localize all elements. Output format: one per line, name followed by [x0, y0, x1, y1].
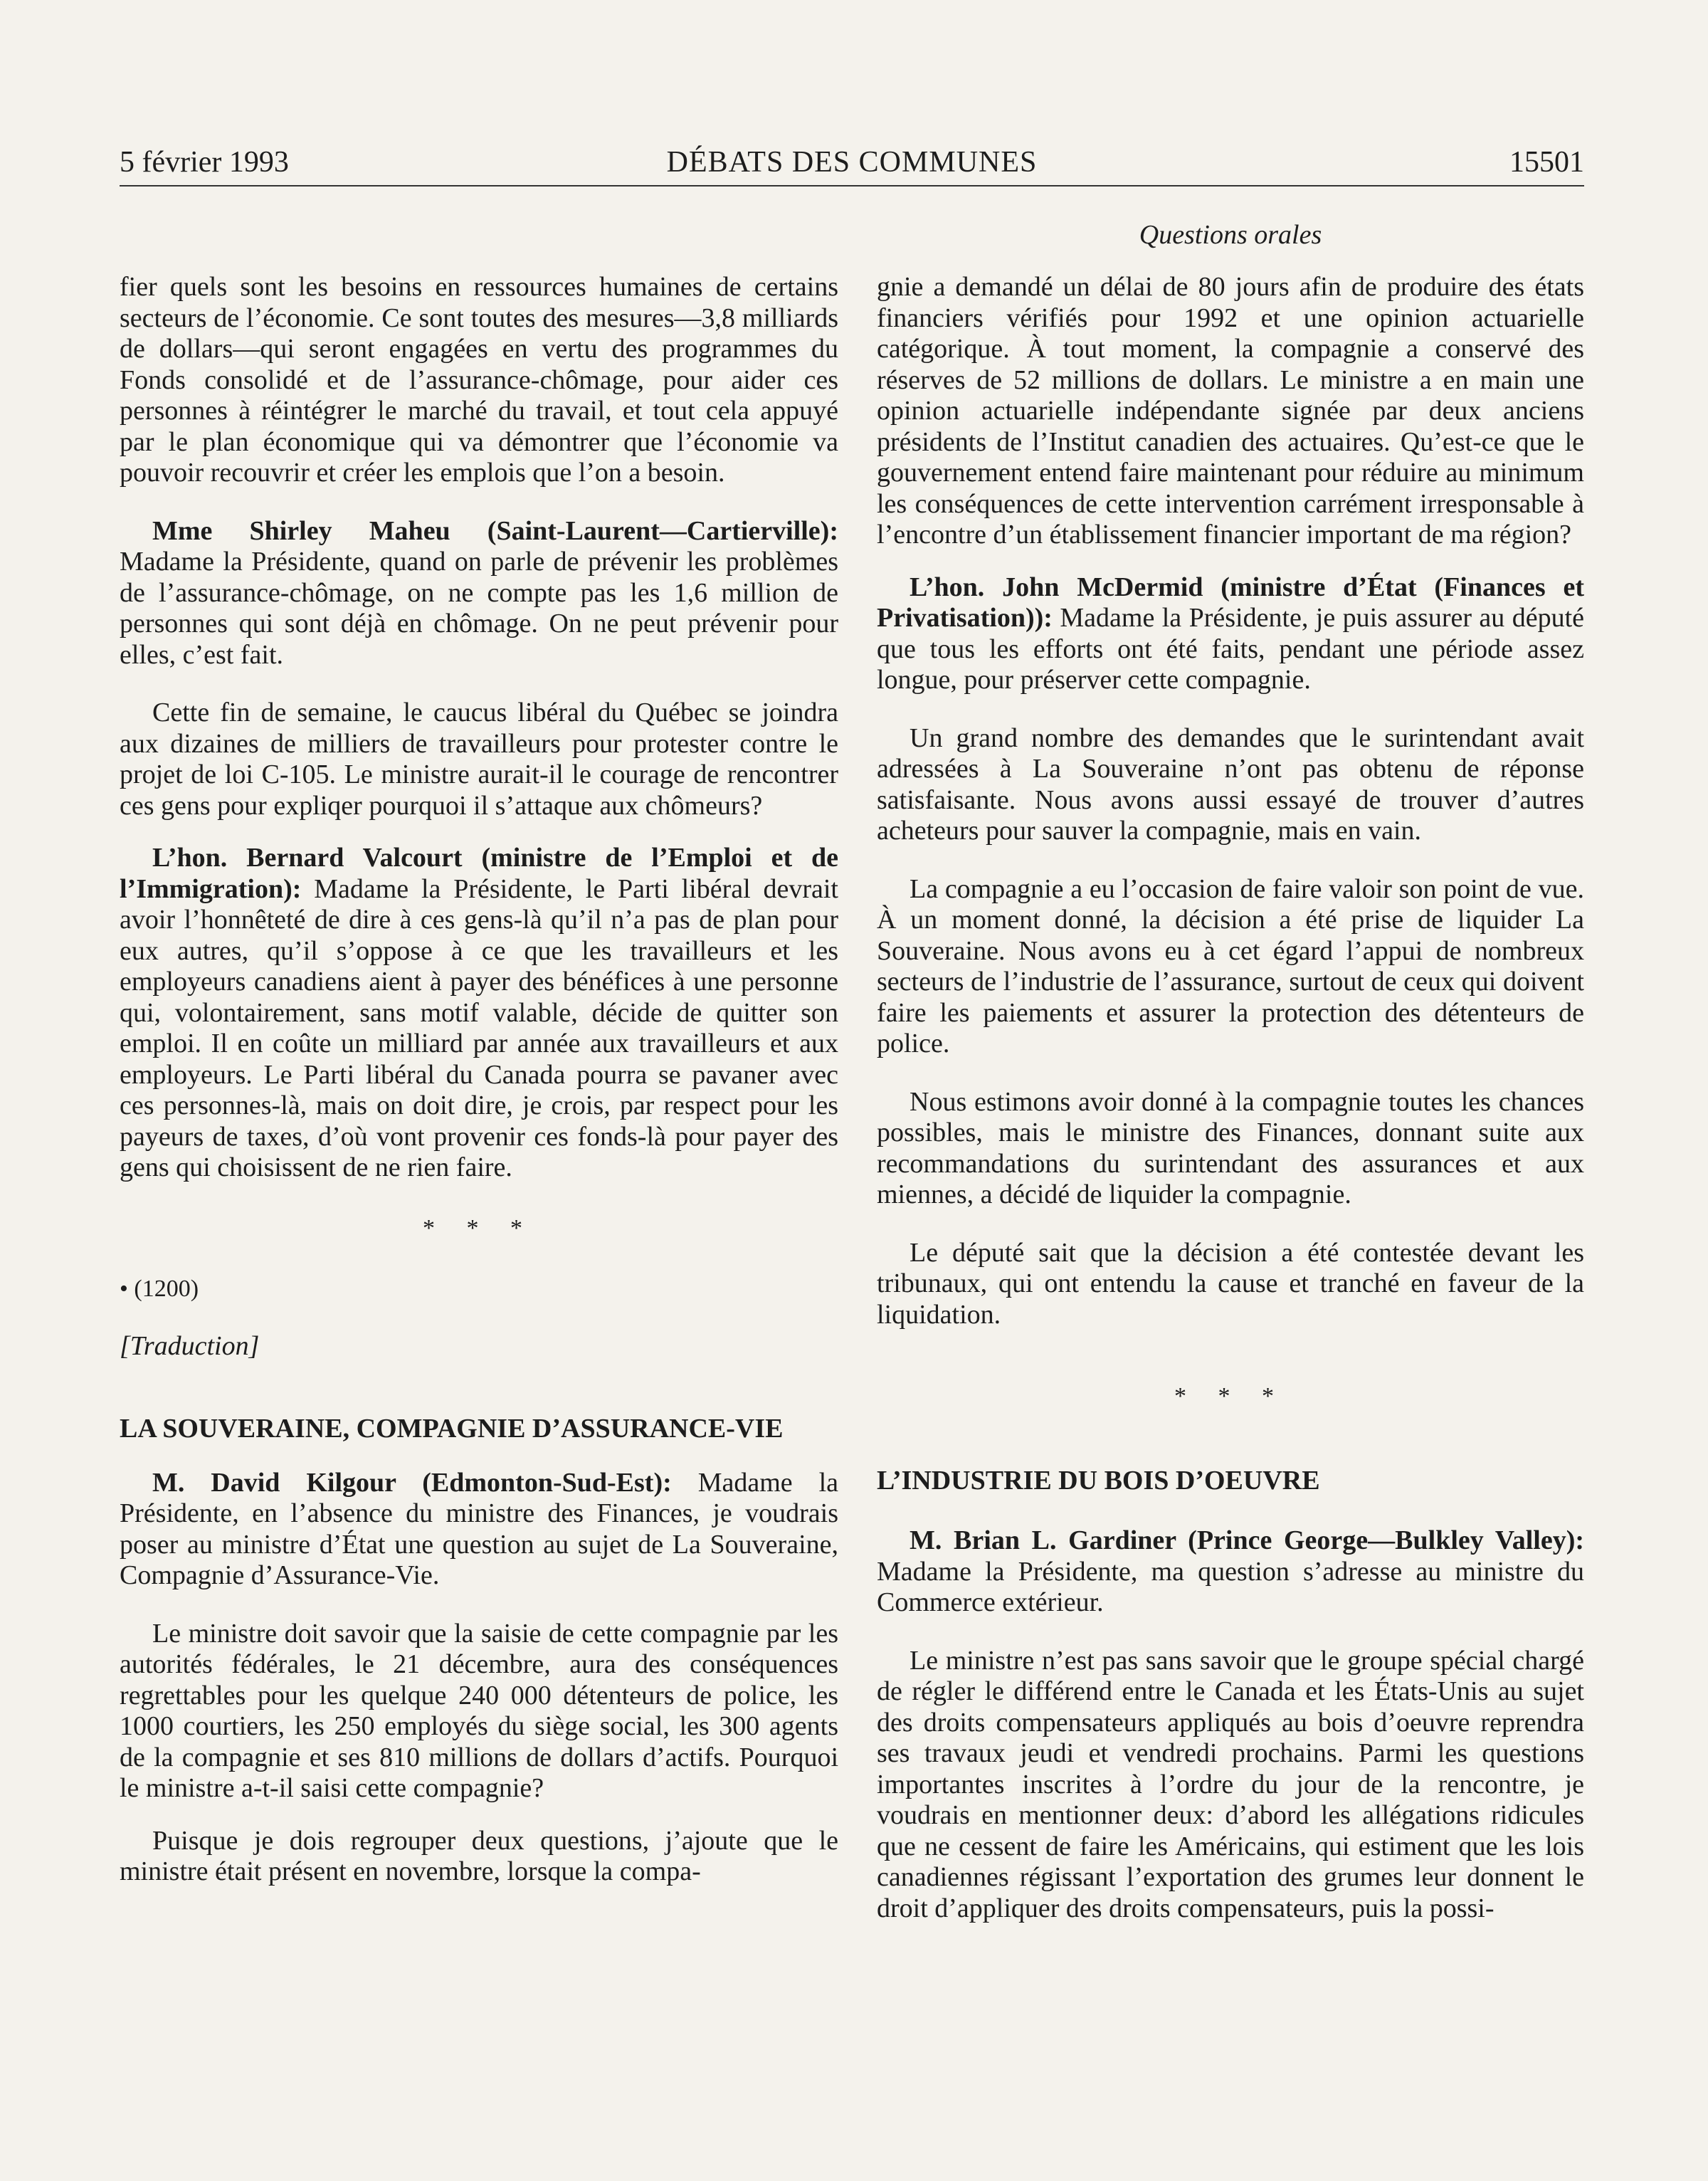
left-paragraph-3: Cette fin de semaine, le caucus libéral du Québec se joindra aux dizaines de milliers de travailleurs pour protester contre le projet de loi C-105. Le ministre aurait-il le courage de rencontrer ces gens pour expliqer pourquoi il s’attaque aux chômeurs?	[120, 698, 838, 821]
right-paragraph-4: La compagnie a eu l’occasion de faire valoir son point de vue. À un moment donné, la décision a été prise de liquider La Souveraine. Nous avons eu à cet égard l’appui de nombreux secteurs de l’industrie de l’assurance, surtout de ceux qui doivent faire les paiements et assurer la protection des détenteurs de police.	[877, 873, 1584, 1058]
right-paragraph-8: Le ministre n’est pas sans savoir que le groupe spécial chargé de régler le différend entre le Canada et les États-Unis au sujet des droits compensateurs appliqués au bois d’oeuvre reprendra ses travaux jeudi et vendredi prochains. Parmi les questions importantes inscrites à l’ordre du jour de la rencontre, je voudrais en mentionner deux: d’abord les allégations ridicules que ne cessent de faire les Américains, qui estiment que les lois canadiennes régissant l’exportation des grumes leur donnent le droit d’appliquer des droits compensateurs, puis la possi-	[877, 1645, 1584, 1923]
right-column	[877, 272, 1584, 1924]
speaker-gardiner: M. Brian L. Gardiner (Prince George—Bulkley Valley):	[910, 1525, 1584, 1555]
left-paragraph-7: Puisque je dois regrouper deux questions, j’ajoute que le ministre était présent en novembre, lorsque la compa-	[120, 1825, 838, 1886]
left-paragraph-1: fier quels sont les besoins en ressources humaines de certains secteurs de l’économie. Ce sont toutes des mesures—3,8 milliards de dollars—qui seront engagées en vertu des programmes du Fonds consolidé et de l’assurance-chômage, pour aider ces personnes à réintégrer le marché du travail, et tout cela appuyé par le plan économique qui va démontrer que l’économie va pouvoir recouvrir et créer les emplois que l’on a besoin.	[120, 272, 838, 488]
header-rule	[120, 185, 1584, 186]
right-paragraph-2-text: Madame la Présidente, je puis assurer au député que tous les efforts ont été faits, pendant une période assez longue, pour préserver cette compagnie.	[877, 603, 1584, 695]
left-paragraph-4	[120, 843, 838, 1184]
left-column	[120, 272, 838, 1888]
page-header	[120, 140, 1584, 185]
header-date: 5 février 1993	[120, 146, 289, 179]
right-paragraph-5: Nous estimons avoir donné à la compagnie toutes les chances possibles, mais le ministre des Finances, donnant suite aux recommandations du surintendant des assurances et aux miennes, a décidé de liquider la compagnie.	[877, 1086, 1584, 1209]
left-paragraph-5-text: Madame la Présidente, en l’absence du ministre des Finances, je voudrais poser au ministre d’État une question au sujet de La Souveraine, Compagnie d’Assurance-Vie.	[120, 1467, 838, 1590]
speaker-maheu: Mme Shirley Maheu (Saint-Laurent—Cartierville):	[152, 515, 838, 546]
right-paragraph-1: gnie a demandé un délai de 80 jours afin de produire des états financiers vérifiés pour 1992 et une opinion actuarielle catégorique. À tout moment, la compagnie a conservé des réserves de 52 millions de dollars. Le ministre a en main une opinion actuarielle indépendante signée par deux anciens présidents de l’Institut canadien des actuaires. Qu’est-ce que le gouvernement entend faire maintenant pour réduire au minimum les conséquences de cette intervention carrément irresponsable à l’encontre d’un établissement financier important de ma région?	[877, 272, 1584, 550]
left-paragraph-2	[120, 516, 838, 671]
header-page-number: 15501	[1509, 146, 1584, 179]
section-separator-right: * * *	[1174, 1383, 1287, 1409]
speaker-mcdermid: L’hon. John McDermid (ministre d’État (Finances et Privatisation)):	[877, 572, 1584, 633]
heading-la-souveraine: LA SOUVERAINE, COMPAGNIE D’ASSURANCE-VIE	[120, 1413, 784, 1444]
time-marker: • (1200)	[120, 1275, 199, 1302]
section-label: Questions orales	[1139, 220, 1322, 250]
heading-bois-doeuvre: L’INDUSTRIE DU BOIS D’OEUVRE	[877, 1466, 1320, 1496]
right-paragraph-7	[877, 1525, 1584, 1619]
left-paragraph-6: Le ministre doit savoir que la saisie de cette compagnie par les autorités fédérales, le 21 décembre, aura des conséquences regrettables pour les quelque 240 000 détenteurs de police, les 1000 courtiers, les 250 employés du siège social, les 300 agents de la compagnie et ses 810 millions de dollars d’actifs. Pourquoi le ministre a-t-il saisi cette compagnie?	[120, 1618, 838, 1803]
right-paragraph-6: Le député sait que la décision a été contestée devant les tribunaux, qui ont entendu la cause et tranché en faveur de la liquidation.	[877, 1237, 1584, 1330]
translation-note: [Traduction]	[120, 1331, 260, 1361]
left-paragraph-5	[120, 1468, 838, 1592]
section-separator-left: * * *	[423, 1214, 535, 1241]
right-paragraph-7-text: Madame la Présidente, ma question s’adresse au ministre du Commerce extérieur.	[877, 1556, 1584, 1617]
left-paragraph-2-text: Madame la Présidente, quand on parle de prévenir les problèmes de l’assurance-chômage, on ne compte pas les 1,6 million de personnes qui sont déjà en chômage. On ne peut prévenir pour elles, c’est fait.	[120, 547, 838, 670]
header-title: DÉBATS DES COMMUNES	[666, 146, 1038, 179]
speaker-valcourt: L’hon. Bernard Valcourt (ministre de l’Emploi et de l’Immigration):	[120, 843, 838, 904]
speaker-kilgour: M. David Kilgour (Edmonton-Sud-Est):	[152, 1467, 672, 1498]
right-paragraph-2	[877, 572, 1584, 696]
left-paragraph-4-text: Madame la Présidente, le Parti libéral devrait avoir l’honnêteté de dire à ces gens-là qu’il n’a pas de plan pour eux autres, qu’il s’oppose à ce que les travailleurs et les employeurs canadiens aient à payer des bénéfices à une personne qui, volontairement, sans motif valable, décide de quitter son emploi. Il en coûte un milliard par année aux travailleurs et aux employeurs. Le Parti libéral du Canada pourra se pavaner avec ces personnes-là, mais on doit dire, je crois, par respect pour les payeurs de taxes, d’où vont provenir ces fonds-là pour payer des gens qui choisissent de ne rien faire.	[120, 873, 838, 1182]
right-paragraph-3: Un grand nombre des demandes que le surintendant avait adressées à La Souveraine n’ont pas obtenu de réponse satisfaisante. Nous avons aussi essayé de trouver d’autres acheteurs pour sauver la compagnie, mais en vain.	[877, 722, 1584, 846]
